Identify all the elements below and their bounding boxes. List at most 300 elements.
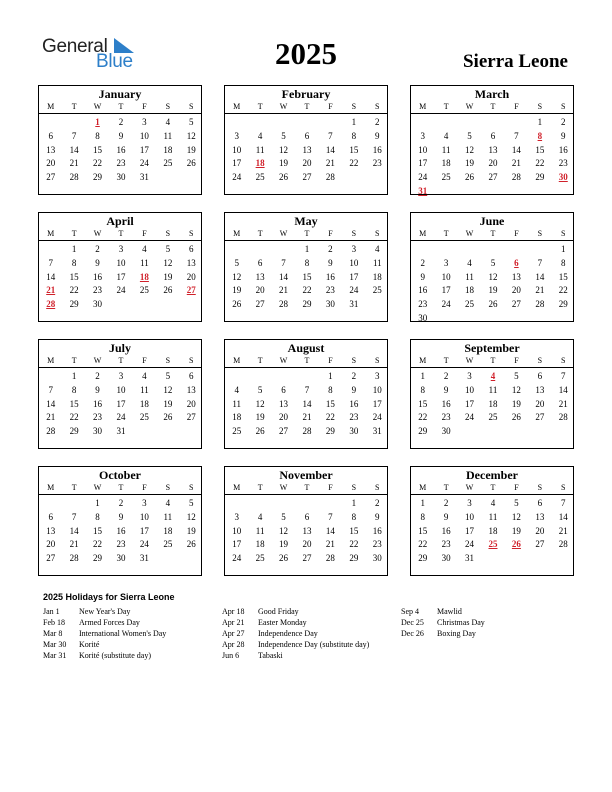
day: 15 xyxy=(418,525,428,536)
day: 21 xyxy=(558,398,568,409)
day: 28 xyxy=(325,172,335,183)
day: 20 xyxy=(46,539,56,550)
day: 29 xyxy=(535,172,545,183)
holiday-name: Mawlid xyxy=(437,607,462,616)
day: 15 xyxy=(93,525,103,536)
weekday-label: S xyxy=(561,483,566,492)
holiday-day: 28 xyxy=(46,299,56,310)
day: 24 xyxy=(139,158,149,169)
day: 28 xyxy=(325,553,335,564)
day: 11 xyxy=(163,130,173,141)
day: 1 xyxy=(351,117,357,127)
day: 16 xyxy=(372,525,382,536)
day: 3 xyxy=(467,498,472,508)
day: 23 xyxy=(441,539,451,550)
holiday-date: Mar 8 xyxy=(43,629,63,638)
weekday-label: F xyxy=(142,356,147,365)
day: 15 xyxy=(418,398,428,409)
weekday-label: F xyxy=(514,229,519,238)
day: 18 xyxy=(465,285,475,296)
day: 18 xyxy=(255,539,265,550)
holiday-day: 18 xyxy=(255,158,265,169)
day: 22 xyxy=(93,539,103,550)
day: 21 xyxy=(325,539,335,550)
day: 20 xyxy=(186,271,196,282)
day: 10 xyxy=(441,271,451,282)
weekday-label: T xyxy=(71,483,77,492)
day: 6 xyxy=(189,371,194,381)
day: 25 xyxy=(139,285,149,296)
weekday-label: S xyxy=(537,102,543,111)
day: 29 xyxy=(325,426,335,437)
holiday-day: 4 xyxy=(490,371,496,381)
day: 20 xyxy=(255,285,265,296)
day: 10 xyxy=(116,257,126,268)
weekday-label: T xyxy=(118,356,124,365)
month-name: March xyxy=(474,87,510,101)
day: 25 xyxy=(163,158,173,169)
day: 1 xyxy=(561,244,566,254)
day: 22 xyxy=(349,539,359,550)
day: 9 xyxy=(118,511,124,522)
holiday-date: Apr 21 xyxy=(222,618,245,627)
day: 12 xyxy=(465,144,475,155)
holiday-column xyxy=(401,607,485,640)
country-name: Sierra Leone xyxy=(462,51,568,72)
day: 27 xyxy=(511,299,521,310)
day: 11 xyxy=(140,257,149,268)
weekday-header xyxy=(411,228,573,241)
day: 7 xyxy=(328,511,333,522)
holiday-name: Boxing Day xyxy=(437,629,476,638)
logo-general-text: General xyxy=(42,36,108,57)
day: 19 xyxy=(255,412,265,423)
day: 22 xyxy=(302,285,312,296)
day: 20 xyxy=(535,398,545,409)
weekday-label: W xyxy=(279,483,288,492)
day: 3 xyxy=(234,130,239,141)
month-january xyxy=(38,85,202,195)
holiday-name: Easter Monday xyxy=(258,618,307,627)
weekday-label: T xyxy=(304,356,310,365)
day: 22 xyxy=(418,412,428,423)
day: 8 xyxy=(420,384,425,395)
day: 10 xyxy=(232,525,242,536)
day: 22 xyxy=(349,158,359,169)
day: 2 xyxy=(351,371,357,381)
day: 17 xyxy=(116,398,126,409)
day: 26 xyxy=(163,412,173,423)
day: 7 xyxy=(514,130,519,141)
weekday-label: T xyxy=(443,102,449,111)
day: 17 xyxy=(372,398,382,409)
day: 28 xyxy=(511,172,521,183)
year-title: 2025 xyxy=(275,36,337,71)
day: 14 xyxy=(325,144,335,155)
day: 22 xyxy=(325,412,335,423)
day: 11 xyxy=(255,525,265,536)
holiday-item xyxy=(43,607,166,618)
day: 27 xyxy=(279,426,289,437)
day: 13 xyxy=(255,271,265,282)
day: 10 xyxy=(116,384,126,395)
holiday-day: 18 xyxy=(139,271,149,282)
weekday-label: M xyxy=(47,356,55,365)
weekday-label: T xyxy=(490,229,496,238)
day: 30 xyxy=(441,426,451,437)
day: 29 xyxy=(69,299,79,310)
day: 31 xyxy=(116,426,126,437)
day: 9 xyxy=(118,130,124,141)
day: 22 xyxy=(558,285,568,296)
day: 26 xyxy=(232,299,242,310)
day: 10 xyxy=(418,144,428,155)
day: 4 xyxy=(257,130,263,141)
day: 26 xyxy=(465,172,475,183)
holiday-date: Dec 26 xyxy=(401,629,424,638)
holiday-item xyxy=(222,651,369,662)
holiday-date: Apr 18 xyxy=(222,607,245,616)
day: 19 xyxy=(465,158,475,169)
day: 1 xyxy=(351,498,357,508)
day: 14 xyxy=(69,144,79,155)
day: 10 xyxy=(465,511,475,522)
day: 5 xyxy=(189,498,194,508)
weekday-label: T xyxy=(118,483,124,492)
day: 12 xyxy=(488,271,498,282)
weekday-label: W xyxy=(93,483,102,492)
holiday-name: International Women's Day xyxy=(79,629,167,638)
weekday-label: T xyxy=(71,356,77,365)
day: 26 xyxy=(511,412,521,423)
day: 4 xyxy=(165,117,171,127)
weekday-label: M xyxy=(233,229,241,238)
weekday-label: T xyxy=(443,356,449,365)
day: 25 xyxy=(232,426,242,437)
day: 22 xyxy=(93,158,103,169)
day: 9 xyxy=(95,384,100,395)
holiday-day: 8 xyxy=(537,130,543,141)
day: 10 xyxy=(372,384,382,395)
day: 29 xyxy=(349,553,359,564)
holiday-day: 25 xyxy=(488,539,498,550)
weekday-label: S xyxy=(351,102,357,111)
holiday-name: Good Friday xyxy=(258,607,299,616)
day: 1 xyxy=(420,498,425,508)
day: 12 xyxy=(511,384,521,395)
day: 29 xyxy=(69,426,79,437)
day: 13 xyxy=(302,144,312,155)
day: 9 xyxy=(561,130,566,141)
weekday-label: S xyxy=(189,483,194,492)
day: 31 xyxy=(349,299,359,310)
day: 19 xyxy=(511,525,521,536)
day: 7 xyxy=(304,384,310,395)
day: 16 xyxy=(372,144,382,155)
weekday-label: T xyxy=(304,102,310,111)
day: 12 xyxy=(163,384,173,395)
day: 18 xyxy=(163,144,173,155)
day: 20 xyxy=(511,285,521,296)
weekday-label: M xyxy=(47,483,55,492)
day: 17 xyxy=(349,271,359,282)
day: 25 xyxy=(465,299,475,310)
day: 10 xyxy=(465,384,475,395)
day: 28 xyxy=(558,539,568,550)
day: 29 xyxy=(418,426,428,437)
day: 13 xyxy=(535,384,545,395)
month-name: December xyxy=(466,468,518,482)
day: 10 xyxy=(139,511,149,522)
day: 15 xyxy=(69,271,79,282)
day: 7 xyxy=(71,130,77,141)
day: 24 xyxy=(349,285,359,296)
day: 21 xyxy=(279,285,289,296)
holiday-day: 30 xyxy=(558,172,568,183)
weekday-label: S xyxy=(537,483,543,492)
day: 14 xyxy=(46,398,56,409)
day: 12 xyxy=(163,257,173,268)
day: 22 xyxy=(69,412,79,423)
weekday-label: F xyxy=(142,483,147,492)
month-name: November xyxy=(279,468,333,482)
day: 14 xyxy=(558,384,568,395)
month-name: April xyxy=(106,214,134,228)
day: 23 xyxy=(372,158,382,169)
day: 6 xyxy=(304,130,310,141)
day: 13 xyxy=(535,511,545,522)
day: 5 xyxy=(281,130,286,141)
day: 23 xyxy=(116,539,126,550)
day: 16 xyxy=(441,398,451,409)
month-name: June xyxy=(479,214,505,228)
day: 24 xyxy=(232,553,242,564)
month-february xyxy=(224,85,388,195)
day: 21 xyxy=(558,525,568,536)
day: 5 xyxy=(165,371,171,381)
day: 25 xyxy=(488,412,498,423)
day: 27 xyxy=(535,539,545,550)
day: 16 xyxy=(558,144,568,155)
day: 1 xyxy=(304,244,310,254)
day: 28 xyxy=(535,299,545,310)
weekday-header xyxy=(39,228,201,241)
weekday-label: S xyxy=(165,356,171,365)
holiday-date: Feb 18 xyxy=(43,618,65,627)
weekday-header xyxy=(225,101,387,114)
day: 10 xyxy=(139,130,149,141)
day: 14 xyxy=(535,271,545,282)
day: 25 xyxy=(255,553,265,564)
day: 12 xyxy=(186,511,196,522)
day: 1 xyxy=(420,371,425,381)
day: 9 xyxy=(328,257,333,268)
day: 21 xyxy=(535,285,545,296)
weekday-label: T xyxy=(257,483,263,492)
day: 23 xyxy=(325,285,335,296)
holiday-item xyxy=(43,618,166,629)
day: 4 xyxy=(443,130,449,141)
day: 16 xyxy=(116,525,126,536)
weekday-header xyxy=(225,355,387,368)
holiday-item xyxy=(401,629,485,640)
day: 3 xyxy=(142,117,147,127)
day: 8 xyxy=(328,384,333,395)
weekday-label: S xyxy=(375,229,380,238)
weekday-label: W xyxy=(93,102,102,111)
day: 15 xyxy=(558,271,568,282)
weekday-label: M xyxy=(233,483,241,492)
day: 27 xyxy=(488,172,498,183)
day: 14 xyxy=(325,525,335,536)
day: 7 xyxy=(561,498,566,508)
day: 11 xyxy=(232,398,242,409)
day: 3 xyxy=(420,130,425,141)
day: 12 xyxy=(186,130,196,141)
day: 15 xyxy=(325,398,335,409)
day: 31 xyxy=(139,172,149,183)
weekday-label: F xyxy=(328,483,333,492)
day: 6 xyxy=(537,371,543,381)
day: 6 xyxy=(281,384,286,395)
weekday-label: W xyxy=(465,356,474,365)
day: 1 xyxy=(71,371,77,381)
day: 7 xyxy=(48,257,53,268)
day: 19 xyxy=(279,539,289,550)
day: 2 xyxy=(443,371,449,381)
holiday-item xyxy=(401,607,485,618)
day: 11 xyxy=(488,511,498,522)
weekday-label: S xyxy=(189,229,194,238)
day: 25 xyxy=(163,539,173,550)
month-december xyxy=(410,466,574,576)
weekday-label: S xyxy=(537,356,543,365)
day: 3 xyxy=(118,371,124,381)
weekday-label: S xyxy=(351,483,357,492)
day: 7 xyxy=(48,384,53,395)
day: 30 xyxy=(93,426,103,437)
weekday-label: M xyxy=(233,356,241,365)
day: 3 xyxy=(118,244,124,254)
day: 20 xyxy=(302,539,312,550)
day: 21 xyxy=(511,158,521,169)
day: 6 xyxy=(304,511,310,522)
holiday-item xyxy=(222,607,369,618)
month-june xyxy=(410,212,574,322)
day: 9 xyxy=(95,257,100,268)
day: 3 xyxy=(142,498,147,508)
holiday-day: 31 xyxy=(418,186,428,196)
day: 11 xyxy=(441,144,451,155)
weekday-label: T xyxy=(490,102,496,111)
holiday-day: 26 xyxy=(511,539,521,550)
holiday-date: Apr 28 xyxy=(222,640,245,649)
month-july xyxy=(38,339,202,449)
day: 4 xyxy=(375,244,380,254)
day: 9 xyxy=(443,511,449,522)
day: 27 xyxy=(302,172,312,183)
day: 18 xyxy=(232,412,242,423)
day: 27 xyxy=(302,553,312,564)
day: 13 xyxy=(186,384,196,395)
day: 16 xyxy=(441,525,451,536)
day: 23 xyxy=(116,158,126,169)
day: 1 xyxy=(537,117,543,127)
day: 3 xyxy=(351,244,357,254)
day: 19 xyxy=(511,398,521,409)
day: 4 xyxy=(490,498,496,508)
day: 21 xyxy=(69,158,79,169)
day: 25 xyxy=(139,412,149,423)
day: 19 xyxy=(163,398,173,409)
day: 12 xyxy=(232,271,242,282)
day: 8 xyxy=(351,130,357,141)
day: 1 xyxy=(95,498,100,508)
weekday-label: M xyxy=(47,102,55,111)
day: 13 xyxy=(46,144,56,155)
weekday-label: M xyxy=(47,229,55,238)
day: 16 xyxy=(93,271,103,282)
day: 14 xyxy=(558,511,568,522)
day: 17 xyxy=(116,271,126,282)
weekday-label: T xyxy=(118,229,124,238)
day: 30 xyxy=(93,299,103,310)
weekday-label: S xyxy=(561,229,566,238)
day: 23 xyxy=(93,285,103,296)
holiday-date: Jun 6 xyxy=(222,651,240,660)
weekday-label: S xyxy=(561,356,566,365)
holiday-date: Apr 27 xyxy=(222,629,245,638)
weekday-header xyxy=(39,355,201,368)
day: 8 xyxy=(304,257,310,268)
day: 6 xyxy=(257,257,263,268)
day: 17 xyxy=(465,398,475,409)
holiday-item xyxy=(43,651,166,662)
day: 30 xyxy=(418,313,428,323)
day: 5 xyxy=(257,384,263,395)
month-name: September xyxy=(464,341,520,355)
day: 14 xyxy=(46,271,56,282)
day: 4 xyxy=(234,384,239,395)
day: 10 xyxy=(349,257,359,268)
day: 24 xyxy=(116,412,126,423)
day: 31 xyxy=(139,553,149,564)
day: 4 xyxy=(142,244,147,254)
day: 13 xyxy=(279,398,289,409)
holiday-item xyxy=(401,618,485,629)
holiday-name: Christmas Day xyxy=(437,618,485,627)
weekday-label: W xyxy=(465,229,474,238)
weekday-label: W xyxy=(465,483,474,492)
day: 24 xyxy=(116,285,126,296)
weekday-label: W xyxy=(279,229,288,238)
day: 2 xyxy=(328,244,333,254)
weekday-label: T xyxy=(490,356,496,365)
weekday-label: S xyxy=(165,102,171,111)
month-name: May xyxy=(294,214,318,228)
day: 28 xyxy=(46,426,56,437)
day: 7 xyxy=(71,511,77,522)
day: 24 xyxy=(372,412,382,423)
day: 17 xyxy=(465,525,475,536)
day: 12 xyxy=(255,398,265,409)
weekday-label: F xyxy=(142,102,147,111)
day: 19 xyxy=(488,285,498,296)
day: 29 xyxy=(93,172,103,183)
day: 9 xyxy=(420,271,425,282)
day: 8 xyxy=(71,384,77,395)
day: 8 xyxy=(561,257,566,268)
